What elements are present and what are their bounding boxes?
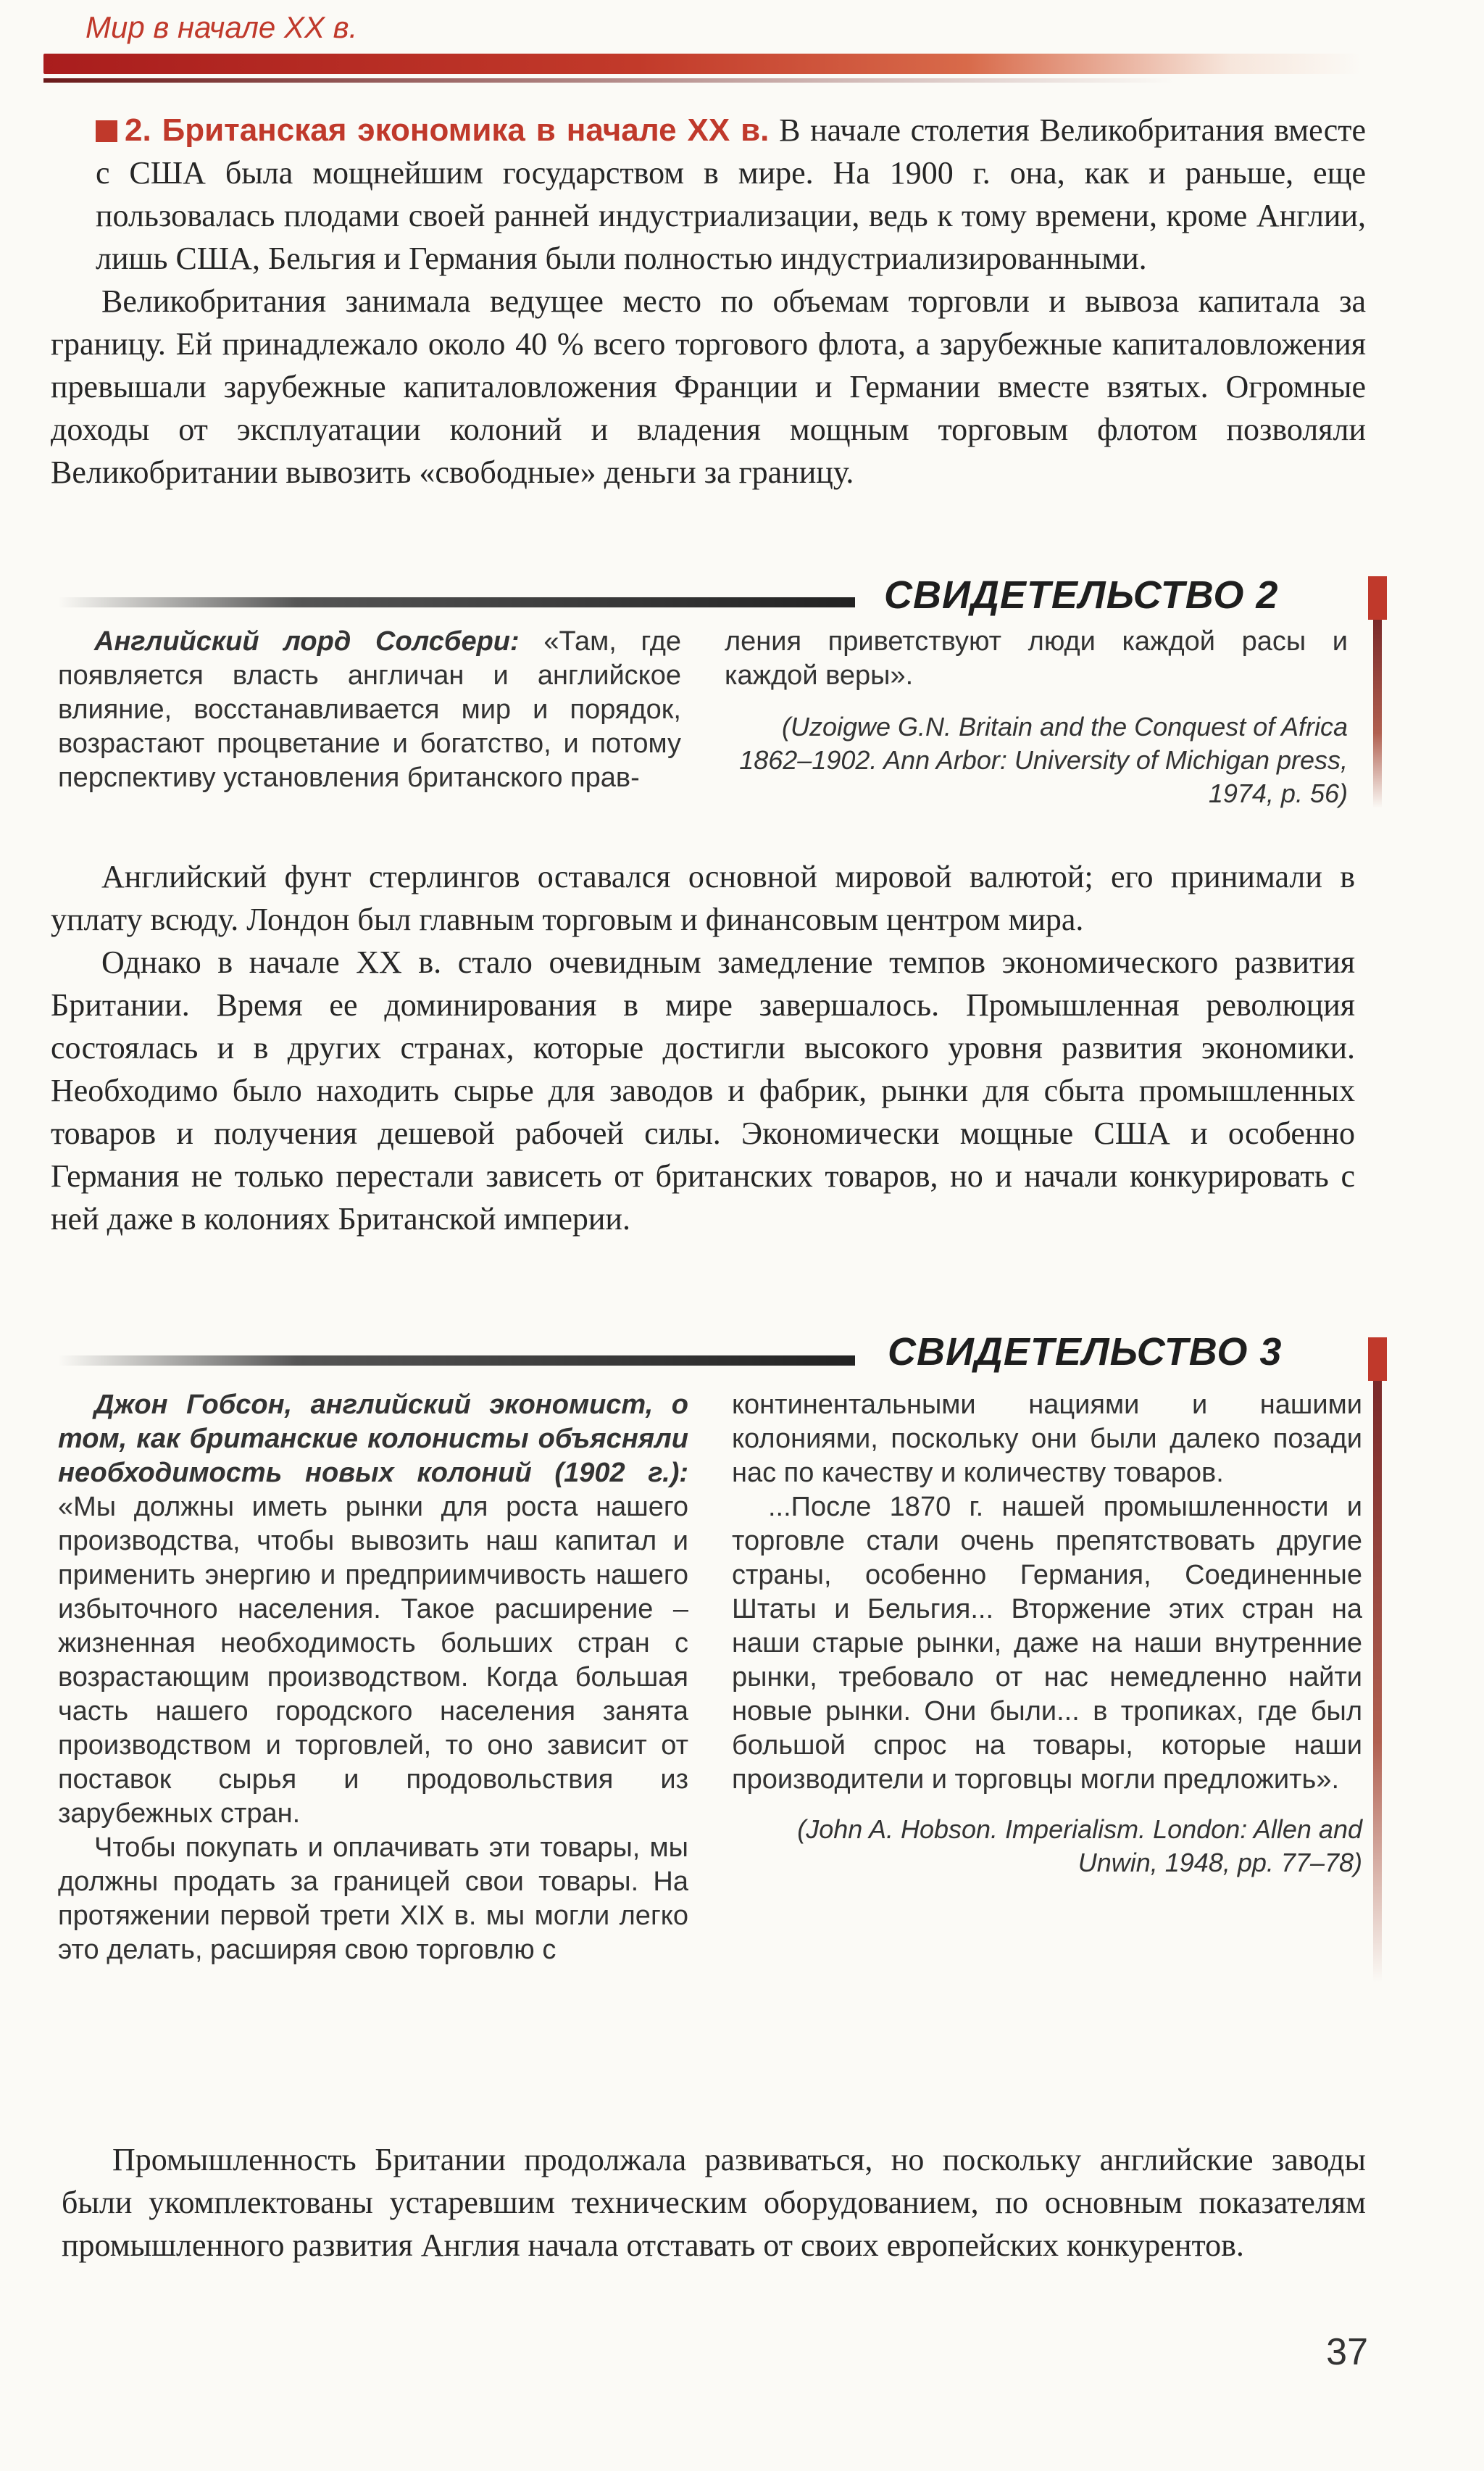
section-title: 2. Британская экономика в начале XX в.: [125, 112, 770, 148]
evidence-3-quote-part-4: ...После 1870 г. нашей промышленности и торговле стали очень препятствовать другие страны, особенно Германия, Соединенные Штаты и Бельгия... Вторжение этих стран на наши старые рынки, даже на наши внутренние рынки, требовало от нас немедленно найти новые рынки. Они были... в тропиках, где был большой спрос на товары, которые наши производители и торговцы могли предложить».: [732, 1492, 1362, 1795]
paragraph-text: В начале столетия Великобритания вместе с США была мощнейшим государством в мире. На 1900 г. она, как и раньше, еще пользовалась плодами своей ранней индустриализации, ведь к тому времени, кроме Англии, лишь США, Бельгия и Германия были полностью индустриализированными.: [96, 112, 1367, 276]
running-header: Мир в начале XX в.: [86, 10, 358, 44]
section-intro: [51, 109, 1366, 494]
middle-paragraph-2: Однако в начале XX в. стало очевидным замедление темпов экономического развития Британии. Время ее доминирования в мире завершалось. Промышленная революция состоялась и в других странах, которые достигли высокого уровня развития экономики. Необходимо было находить сырье для заводов и фабрик, рынки для сбыта промышленных товаров и получения дешевой рабочей силы. Экономически мощные США и особенно Германия не только перестали зависеть от британских товаров, но и начали конкурировать с ней даже в колониях Британской империи.: [51, 944, 1355, 1237]
evidence-2-title: СВИДЕТЕЛЬСТВО 2: [884, 573, 1279, 617]
evidence-3-quote-part-2: Чтобы покупать и оплачивать эти товары, мы должны продать за границей свои товары. На протяжении первой трети XIX в. мы могли легко это делать, расширяя свою торговлю с: [58, 1832, 688, 1965]
evidence-3-citation: (John A. Hobson. Imperialism. London: Allen and Unwin, 1948, pp. 77–78): [797, 1814, 1362, 1877]
evidence-2-vertical-line: [1373, 620, 1382, 808]
evidence-3-quote-part-1: «Мы должны иметь рынки для роста нашего производства, чтобы вывозить наш капитал и применить энергию и предприимчивость нашего избыточного населения. Такое расширение – жизненная необходимость больших стран с возрастающим производством. Когда большая часть нашего городского населения занята производством и торговлей, то оно зависит от поставок сырья и продовольствия из зарубежных стран.: [58, 1492, 688, 1829]
evidence-3-title: СВИДЕТЕЛЬСТВО 3: [888, 1330, 1283, 1374]
section-intro-paragraph-2: Великобритания занимала ведущее место по объемам торговли и вывоза капитала за границу. Ей принадлежало около 40 % всего торгового флота, а зарубежные капиталовложения превышали зарубежные капиталовложения Франции и Германии вместе взятых. Огромные доходы от эксплуатации колоний и владения мощным торговым флотом позволяли Великобритании вывозить «свободные» деньги за границу.: [51, 283, 1366, 490]
page-number: 37: [1326, 2331, 1368, 2373]
evidence-2-author: Английский лорд Солсбери:: [94, 626, 520, 657]
evidence-2-quote-part-2: ления приветствуют люди каждой расы и каждой веры».: [725, 626, 1348, 691]
closing-text: [62, 2138, 1366, 2267]
middle-text: [51, 855, 1355, 1240]
evidence-2-quote-part-1: «Там, где появляется власть англичан и английское влияние, восстанавливается мир и порядок, возрастают процветание и богатство, и потому перспективу установления британского прав-: [58, 626, 682, 793]
evidence-3-rule: [58, 1355, 855, 1366]
header-decor-underline: [43, 78, 1174, 83]
header-decor-bar: [43, 54, 1362, 74]
evidence-2-left-column: [58, 625, 681, 795]
evidence-3-right-column: [732, 1388, 1362, 1880]
evidence-2-tab: [1368, 576, 1387, 620]
evidence-3-author: Джон Гобсон, английский экономист, о том, как британские колонисты объясняли необходимость новых колоний (1902 г.):: [58, 1390, 688, 1488]
evidence-3-left-column: [58, 1388, 688, 1967]
evidence-3-vertical-line: [1373, 1381, 1382, 1982]
middle-paragraph-1: Английский фунт стерлингов оставался основной мировой валютой; его принимали в уплату всюду. Лондон был главным торговым и финансовым центром мира.: [51, 859, 1355, 937]
evidence-2-right-column: [725, 625, 1348, 810]
evidence-3-quote-part-3: континентальными нациями и нашими колониями, поскольку они были далеко позади нас по качеству и количеству товаров.: [732, 1390, 1362, 1488]
section-intro-paragraph-1: [51, 109, 1366, 280]
evidence-3-tab: [1368, 1337, 1387, 1381]
section-marker-icon: [96, 120, 117, 142]
evidence-2-citation: (Uzoigwe G.N. Britain and the Conquest of Africa 1862–1902. Ann Arbor: University of Michigan press, 1974, p. 56): [739, 712, 1348, 808]
evidence-2-rule: [58, 597, 855, 607]
closing-paragraph: Промышленность Британии продолжала развиваться, но поскольку английские заводы были укомплектованы устаревшим техническим оборудованием, по основным показателям промышленного развития Англия начала отставать от своих европейских конкурентов.: [62, 2142, 1366, 2263]
